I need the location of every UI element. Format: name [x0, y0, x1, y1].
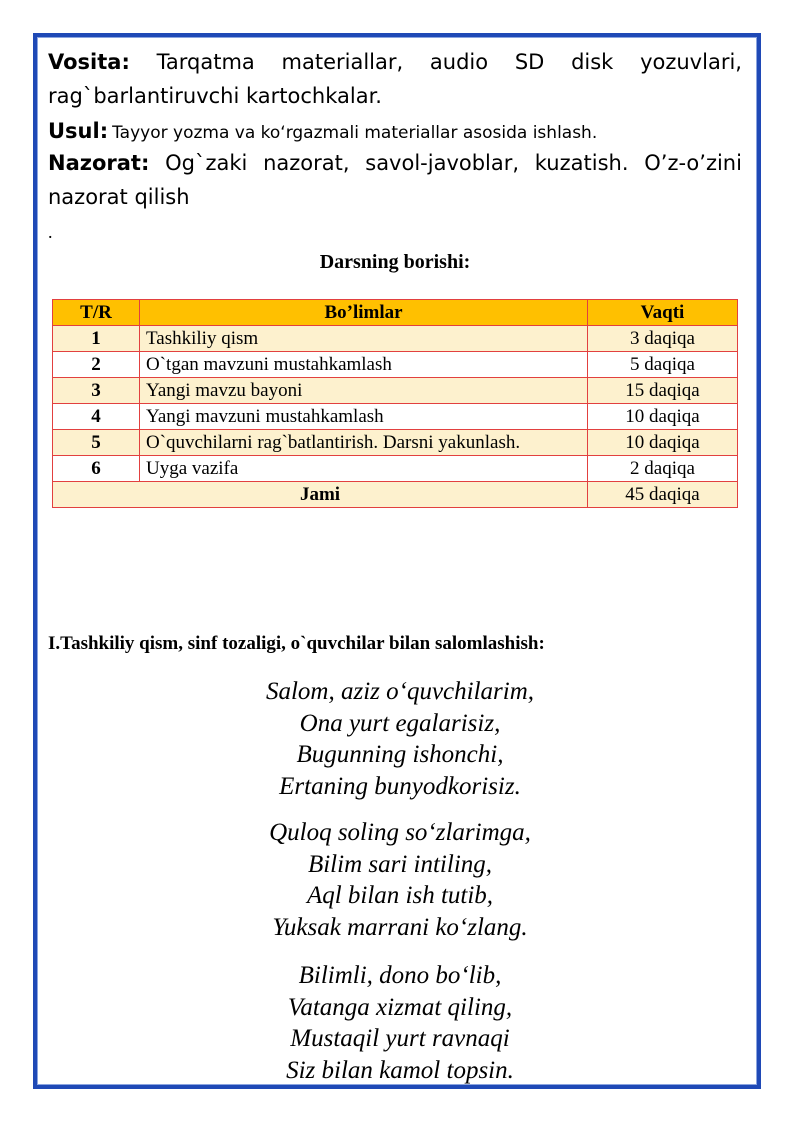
- row-part: O`quvchilarni rag`batlantirish. Darsni yakunlash.: [140, 430, 588, 456]
- row-number: 4: [53, 404, 140, 430]
- header-number: T/R: [53, 300, 140, 326]
- poem-stanza: [0, 676, 800, 802]
- vosita-line-2: rag`barlantiruvchi kartochkalar.: [48, 84, 382, 108]
- poem-line: Ertaning bunyodkorisiz.: [279, 772, 521, 800]
- table-row: [53, 378, 738, 404]
- table-row: [53, 430, 738, 456]
- nazorat-word: O’z-o’zini: [644, 151, 742, 175]
- row-time: 10 daqiqa: [588, 404, 738, 430]
- poem-line: Yuksak marrani ko‘zlang.: [272, 913, 528, 941]
- total-label: Jami: [53, 482, 588, 508]
- total-time: 45 daqiqa: [588, 482, 738, 508]
- poem-line: Siz bilan kamol topsin.: [286, 1056, 514, 1084]
- table-row: [53, 456, 738, 482]
- vosita-word: yozuvlari,: [640, 50, 742, 74]
- row-part: Uyga vazifa: [140, 456, 588, 482]
- header-time: Vaqti: [588, 300, 738, 326]
- row-part: O`tgan mavzuni mustahkamlash: [140, 352, 588, 378]
- row-time: 10 daqiqa: [588, 430, 738, 456]
- nazorat-word: savol-javoblar,: [365, 151, 520, 175]
- vosita-word: disk: [571, 50, 614, 74]
- stray-dot: .: [48, 222, 53, 242]
- poem-line: Salom, aziz o‘quvchilarim,: [265, 678, 535, 705]
- row-number: 6: [53, 456, 140, 482]
- poem-stanza: [0, 817, 800, 943]
- table-row: [53, 352, 738, 378]
- poem-line: Bilimli, dono bo‘lib,: [298, 962, 502, 989]
- part1-heading: I.Tashkiliy qism, sinf tozaligi, o`quvchilar bilan salomlashish:: [48, 633, 545, 654]
- vosita-line-1: [48, 45, 742, 79]
- row-part: Tashkiliy qism: [140, 326, 588, 352]
- row-number: 2: [53, 352, 140, 378]
- nazorat-line-1: [48, 146, 742, 180]
- vosita-word: materiallar,: [281, 50, 404, 74]
- section-title: Darsning borishi:: [319, 251, 471, 273]
- row-number: 5: [53, 430, 140, 456]
- poem-line: Mustaqil yurt ravnaqi: [290, 1025, 510, 1052]
- header-sections: Bo’limlar: [140, 300, 588, 326]
- row-number: 3: [53, 378, 140, 404]
- nazorat-word: nazorat,: [263, 151, 350, 175]
- table-row: [53, 404, 738, 430]
- poem-stanza: [0, 960, 800, 1086]
- row-number: 1: [53, 326, 140, 352]
- poem-line: Quloq soling so‘zlarimga,: [269, 819, 531, 846]
- poem-line: Bilim sari intiling,: [307, 850, 493, 878]
- lesson-plan-table: [52, 299, 738, 508]
- table-header-row: [53, 300, 738, 326]
- nazorat-label: Nazorat:: [48, 151, 150, 175]
- nazorat-word: Og`zaki: [165, 151, 248, 175]
- row-part: Yangi mavzu bayoni: [140, 378, 588, 404]
- vosita-word: Tarqatma: [156, 50, 255, 74]
- poem-line: Ona yurt egalarisiz,: [299, 709, 501, 737]
- row-time: 5 daqiqa: [588, 352, 738, 378]
- row-time: 3 daqiqa: [588, 326, 738, 352]
- poem-line: Vatanga xizmat qiling,: [287, 993, 513, 1021]
- poem-line: Aql bilan ish tutib,: [306, 882, 494, 909]
- vosita-word: audio: [429, 50, 489, 74]
- table-total-row: [53, 482, 738, 508]
- usul-label: Usul:: [48, 119, 109, 143]
- nazorat-line-2: nazorat qilish: [48, 185, 190, 209]
- usul-text: Tayyor yozma va ko‘rgazmali materiallar asosida ishlash.: [112, 123, 598, 143]
- vosita-word: SD: [514, 50, 545, 74]
- poem-line: Bugunning ishonchi,: [296, 741, 504, 768]
- row-time: 2 daqiqa: [588, 456, 738, 482]
- table-row: [53, 326, 738, 352]
- nazorat-word: kuzatish.: [534, 151, 629, 175]
- row-time: 15 daqiqa: [588, 378, 738, 404]
- vosita-label: Vosita:: [48, 50, 130, 74]
- row-part: Yangi mavzuni mustahkamlash: [140, 404, 588, 430]
